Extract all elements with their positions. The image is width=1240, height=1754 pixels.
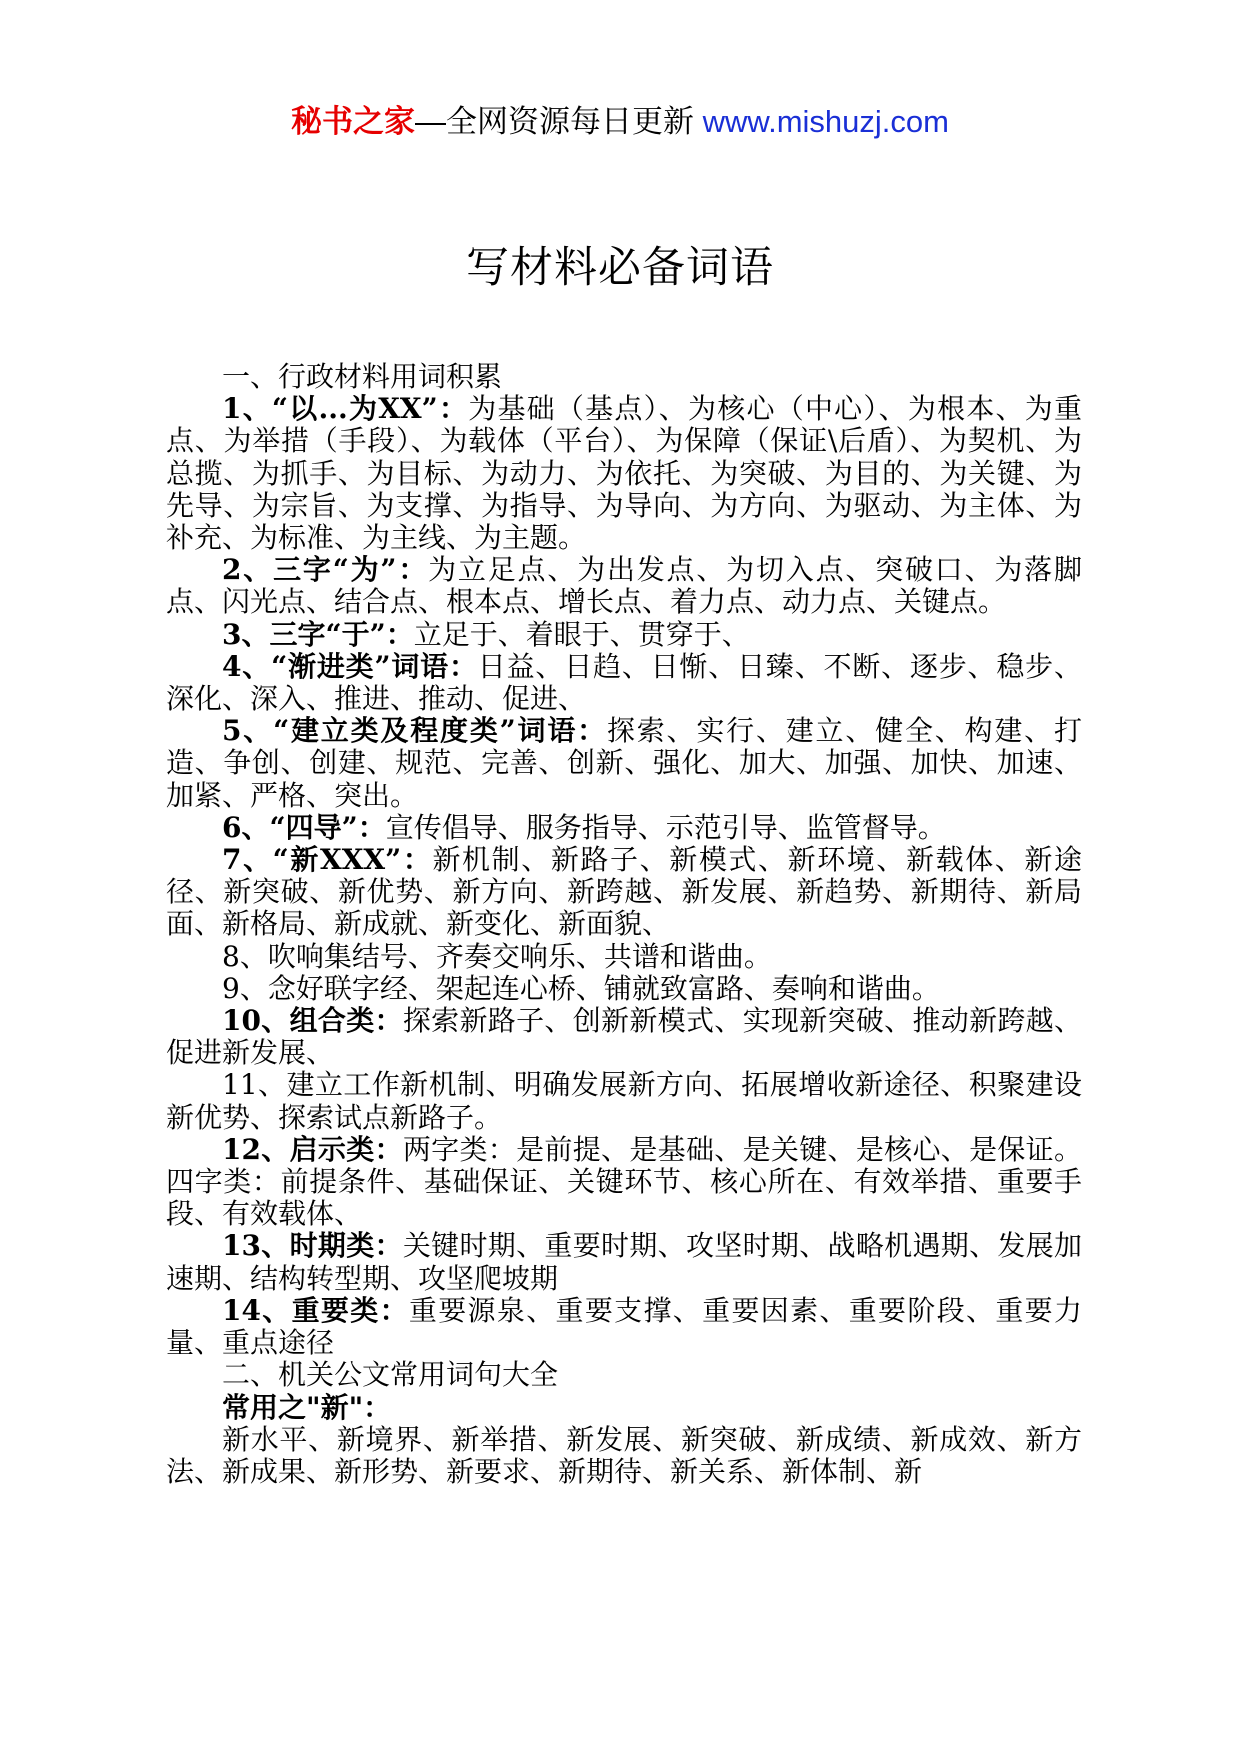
paragraph: 9、念好联字经、架起连心桥、铺就致富路、奏响和谐曲。: [222, 971, 940, 1005]
paragraph: 4、“渐进类”词语：日益、日趋、日惭、日臻、不断、逐步、稳步、深化、深入、推进、推动、促进、: [166, 649, 1082, 716]
site-url-link[interactable]: www.mishuzj.com: [702, 104, 949, 139]
paragraph: 7、“新XXX”：新机制、新路子、新模式、新环境、新载体、新途径、新突破、新优势、新方向、新跨越、新发展、新趋势、新期待、新局面、新格局、新成就、新变化、新面貌、: [166, 843, 1082, 941]
document-title: 写材料必备词语: [466, 243, 774, 293]
paragraph: 新水平、新境界、新举措、新发展、新突破、新成绩、新成效、新方法、新成果、新形势、新要求、新期待、新关系、新体制、新: [166, 1422, 1082, 1488]
paragraph: 二、机关公文常用词句大全: [222, 1358, 559, 1392]
paragraph: 3、三字“于”：立足于、着眼于、贯穿于、: [222, 617, 750, 651]
paragraph: 5、“建立类及程度类”词语：探索、实行、建立、健全、构建、打造、争创、创建、规范、完善、创新、强化、加大、加强、加快、加速、加紧、严格、突出。: [166, 714, 1082, 812]
paragraph: 11、建立工作新机制、明确发展新方向、拓展增收新途径、积聚建设新优势、探索试点新路子。: [166, 1068, 1082, 1134]
paragraph: 1、“以...为XX”：为基础（基点）、为核心（中心）、为根本、为重点、为举措（手段）、为载体（平台）、为保障（保证\后盾）、为契机、为总揽、为抓手、为目标、为动力、为依托、为突破、为目的、为关键、为先导、为宗旨、为支撑、为指导、为导向、为方向、为驱动、为主体、为补充、为标准、为主线、为主题。: [166, 392, 1082, 555]
site-header: [0, 100, 1240, 144]
paragraph: 一、行政材料用词积累: [222, 360, 503, 393]
paragraph: 14、重要类：重要源泉、重要支撑、重要因素、重要阶段、重要力量、重点途径: [166, 1293, 1082, 1360]
site-tagline: —全网资源每日更新: [415, 104, 703, 139]
paragraph: 13、时期类：关键时期、重要时期、攻坚时期、战略机遇期、发展加速期、结构转型期、攻坚爬坡期: [166, 1229, 1082, 1295]
site-brand: 秘书之家: [291, 104, 416, 139]
document-body: [166, 361, 1082, 1488]
paragraph: 8、吹响集结号、齐奏交响乐、共谱和谐曲。: [222, 939, 772, 973]
paragraph: 6、“四导”：宣传倡导、服务指导、示范引导、监管督导。: [222, 810, 946, 844]
paragraph: 2、三字“为”：为立足点、为出发点、为切入点、突破口、为落脚点、闪光点、结合点、根本点、增长点、着力点、动力点、关键点。: [166, 553, 1082, 619]
paragraph: 10、组合类：探索新路子、创新新模式、实现新突破、推动新跨越、促进新发展、: [166, 1004, 1082, 1070]
paragraph: 常用之"新"：: [222, 1390, 392, 1424]
paragraph: 12、启示类：两字类：是前提、是基础、是关键、是核心、是保证。四字类：前提条件、基础保证、关键环节、核心所在、有效举措、重要手段、有效载体、: [166, 1132, 1082, 1231]
